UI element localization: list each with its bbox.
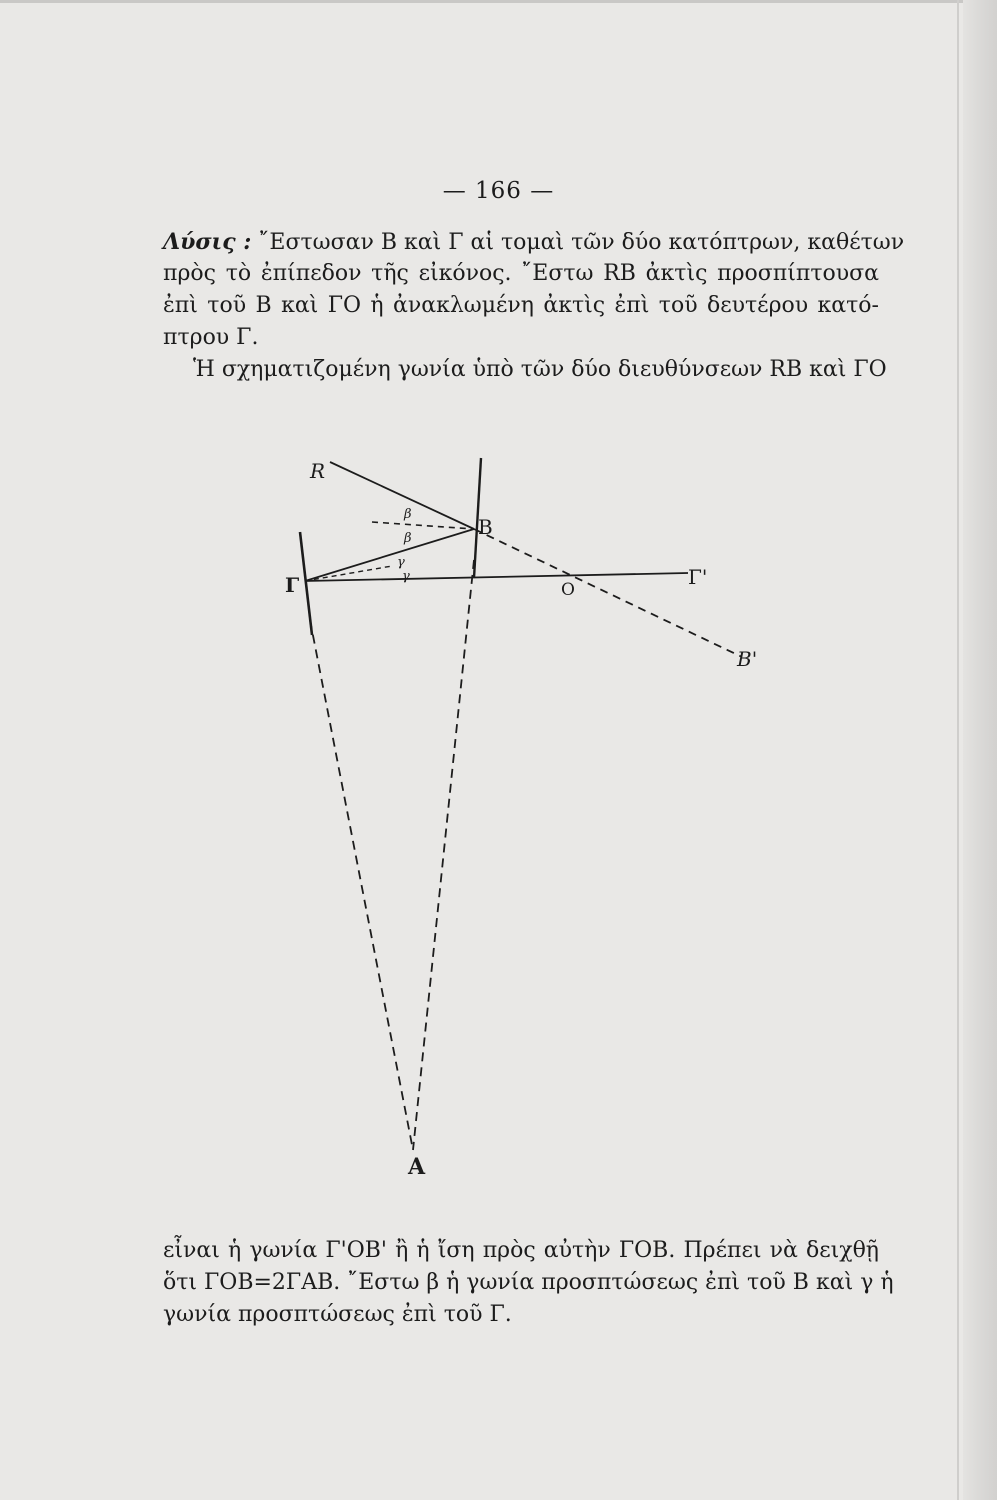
solution-line-5: Ἡ σχηματιζομένη γωνία ὑπὸ τῶν δύο διευθύνσεων RB καὶ ΓΟ: [193, 357, 887, 382]
continuation-line-2: ὅτι ΓΟΒ=2ΓΑΒ. ῎Εστω β ἡ γωνία προσπτώσεως ἐπὶ τοῦ Β καὶ γ ἡ: [163, 1270, 894, 1295]
solution-line-1-text: ῎Εστωσαν Β καὶ Γ αἱ τομαὶ τῶν δύο κατόπτρων, καθέτων: [258, 230, 905, 255]
solution-line-3: ἐπὶ τοῦ Β καὶ ΓΟ ἡ ἀνακλωμένη ἀκτὶς ἐπὶ τοῦ δευτέρου κατό-: [163, 293, 879, 318]
ray-gamma-o: [305, 573, 688, 581]
dashed-line-b-a: [413, 560, 474, 1150]
solution-label: Λύσις :: [163, 229, 252, 255]
solution-line-2: πρὸς τὸ ἐπίπεδον τῆς εἰκόνος. ῎Εστω RB ἀκτὶς προσπίπτουσα: [163, 261, 879, 286]
continuation-line-3: γωνία προσπτώσεως ἐπὶ τοῦ Γ.: [163, 1302, 512, 1327]
label-gamma: Γ: [285, 573, 300, 597]
solution-line-4: πτρου Γ.: [163, 325, 259, 350]
incident-ray-rb: [330, 462, 474, 529]
label-gamma-prime: Γ': [688, 565, 708, 589]
continuation-paragraph: [163, 1235, 894, 1331]
label-b: B: [478, 515, 493, 539]
label-r: R: [310, 459, 326, 483]
label-gamma-upper: γ: [397, 555, 405, 570]
continuation-line-1: εἶναι ἡ γωνία Γ'ΟΒ' ἢ ἡ ἴση πρὸς αὐτὴν ΓΟΒ. Πρέπει νὰ δειχθῇ: [163, 1238, 879, 1263]
extension-b-bprime: [474, 529, 742, 657]
dashed-line-gamma-a: [310, 620, 413, 1150]
label-gamma-lower: γ: [402, 569, 410, 584]
normal-at-b: [372, 522, 474, 529]
label-beta-lower: β: [404, 531, 412, 546]
label-a: A: [408, 1154, 426, 1180]
ray-b-gamma: [305, 529, 474, 581]
label-beta-upper: β: [404, 507, 412, 522]
mirror-gamma-line: [300, 532, 312, 635]
label-o: O: [561, 580, 575, 600]
label-b-prime: B': [737, 647, 758, 671]
page-number: — 166 —: [442, 178, 555, 204]
